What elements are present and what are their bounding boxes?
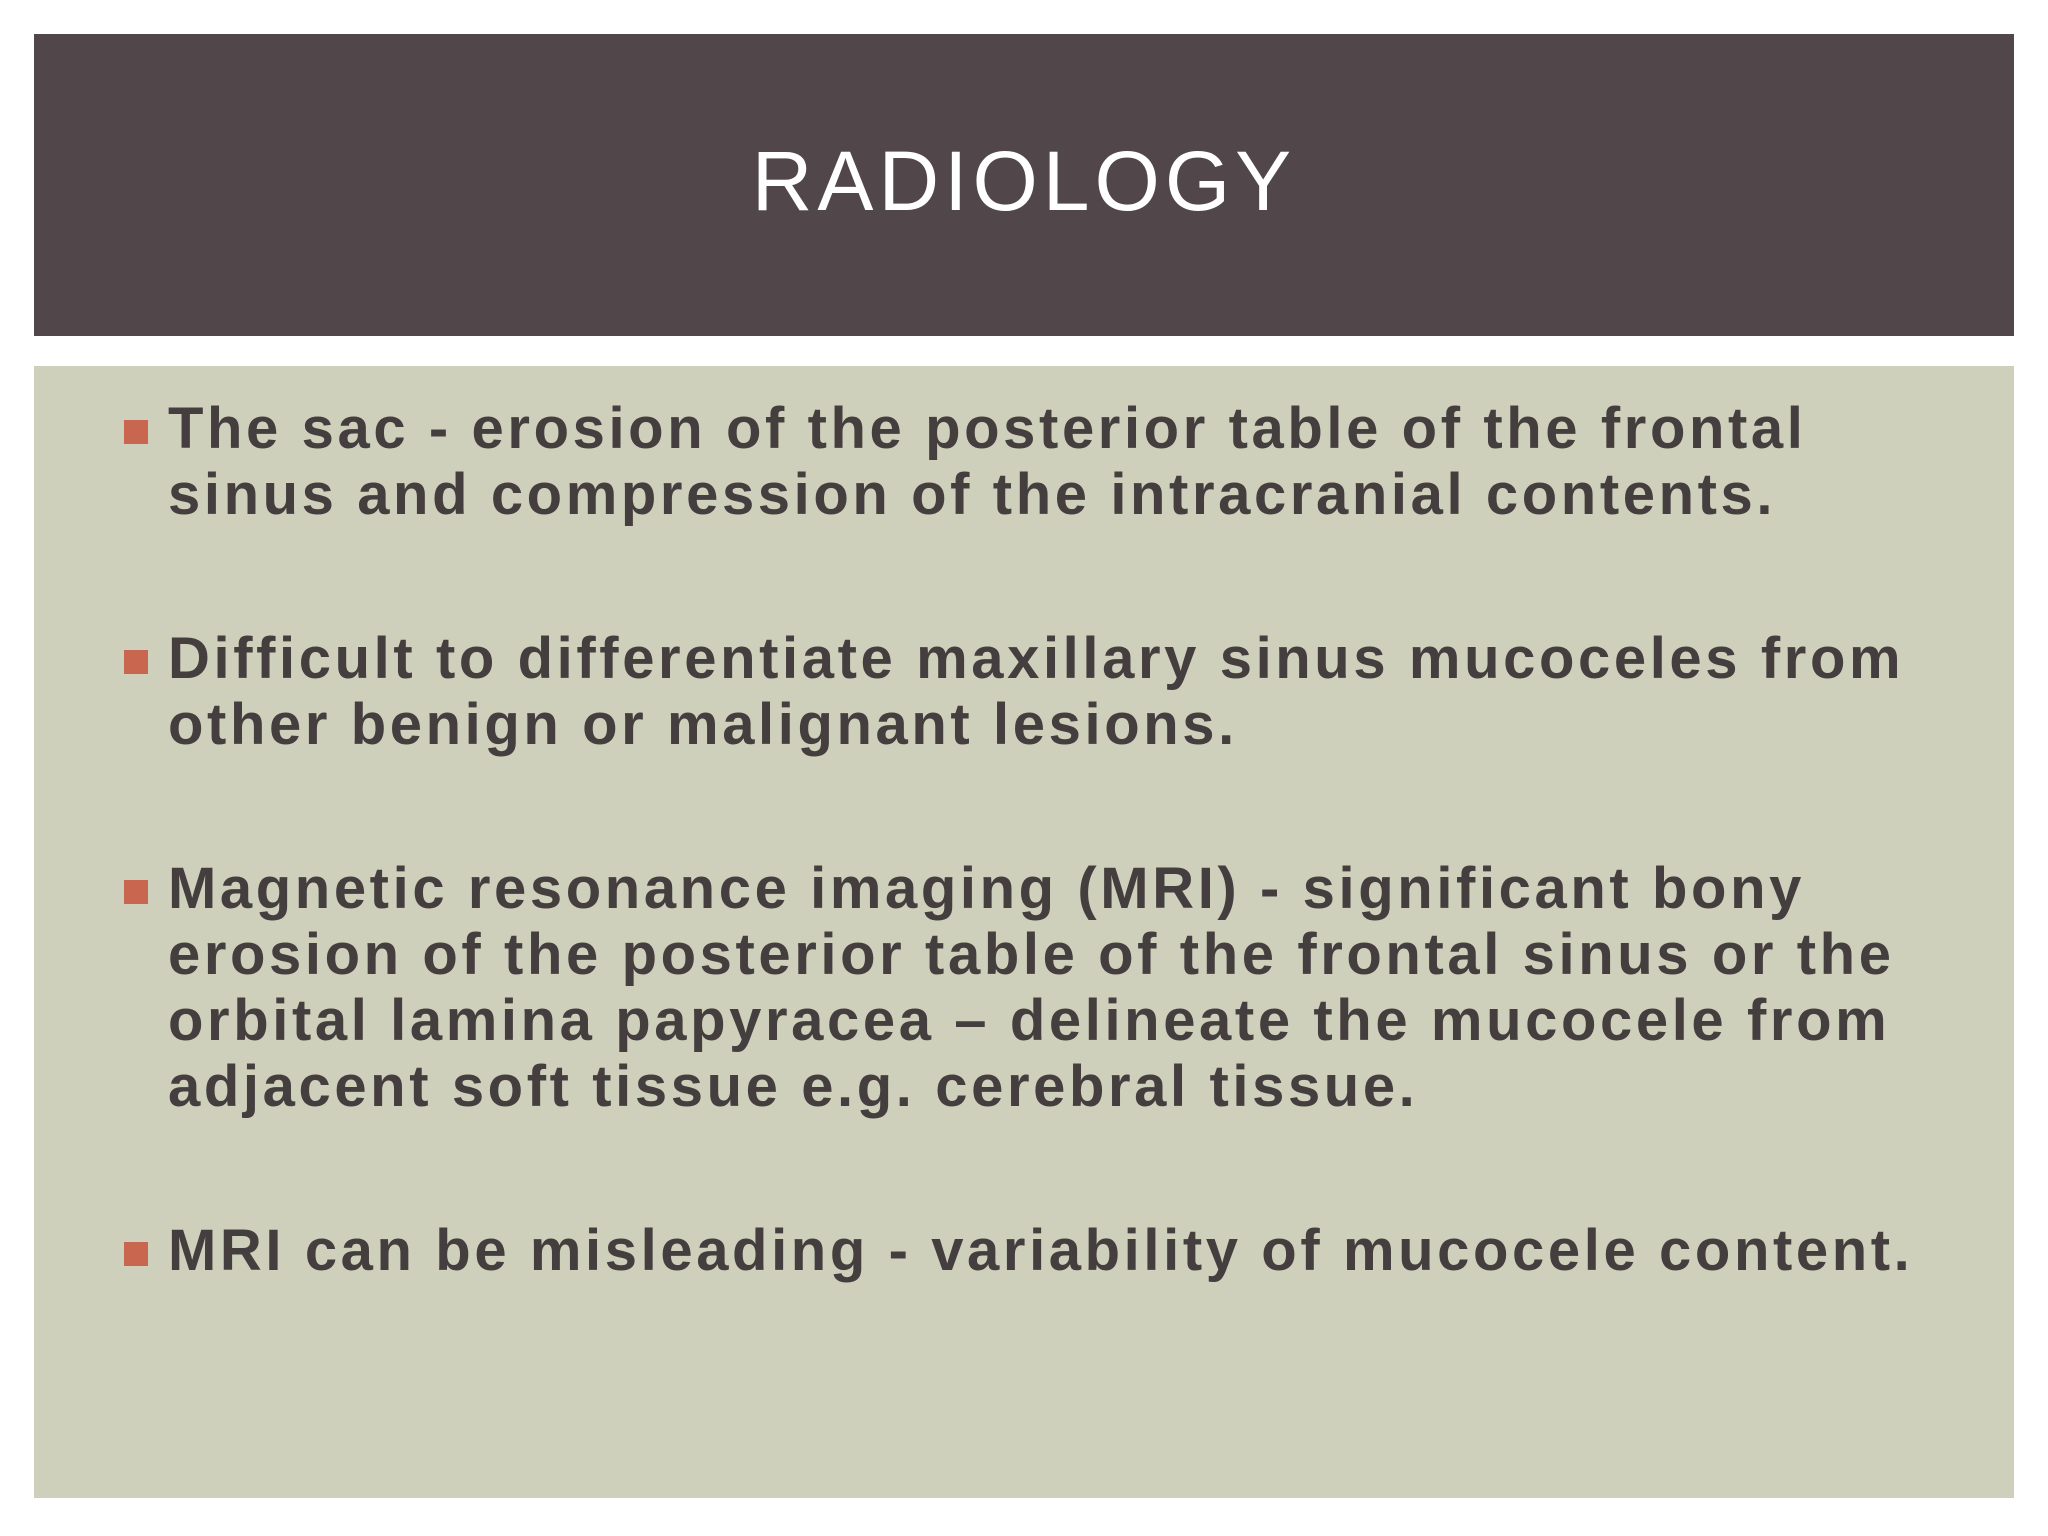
square-bullet-icon (124, 880, 148, 904)
square-bullet-icon (124, 420, 148, 444)
bullet-item (34, 396, 2014, 528)
content-panel (34, 366, 2014, 1498)
square-bullet-icon (124, 650, 148, 674)
bullet-text: Magnetic resonance imaging (MRI) - significant bony erosion of the posterior table of the frontal sinus or the orbital lamina papyracea – delineate the mucocele from adjacent soft tissue e.g. cerebral tissue. (168, 856, 1895, 1119)
bullet-item (34, 856, 2014, 1120)
bullet-text: The sac - erosion of the posterior table of the frontal sinus and compression of the intracranial contents. (168, 396, 1807, 527)
bullet-item (34, 626, 2014, 758)
bullet-text: Difficult to differentiate maxillary sinus mucoceles from other benign or malignant lesions. (168, 626, 1905, 757)
bullet-text: MRI can be misleading - variability of mucocele content. (168, 1218, 1914, 1283)
slide-title: RADIOLOGY (751, 134, 1297, 228)
bullet-list (34, 396, 2014, 1382)
bullet-item (34, 1218, 2014, 1284)
square-bullet-icon (124, 1242, 148, 1266)
title-bar (34, 34, 2014, 336)
